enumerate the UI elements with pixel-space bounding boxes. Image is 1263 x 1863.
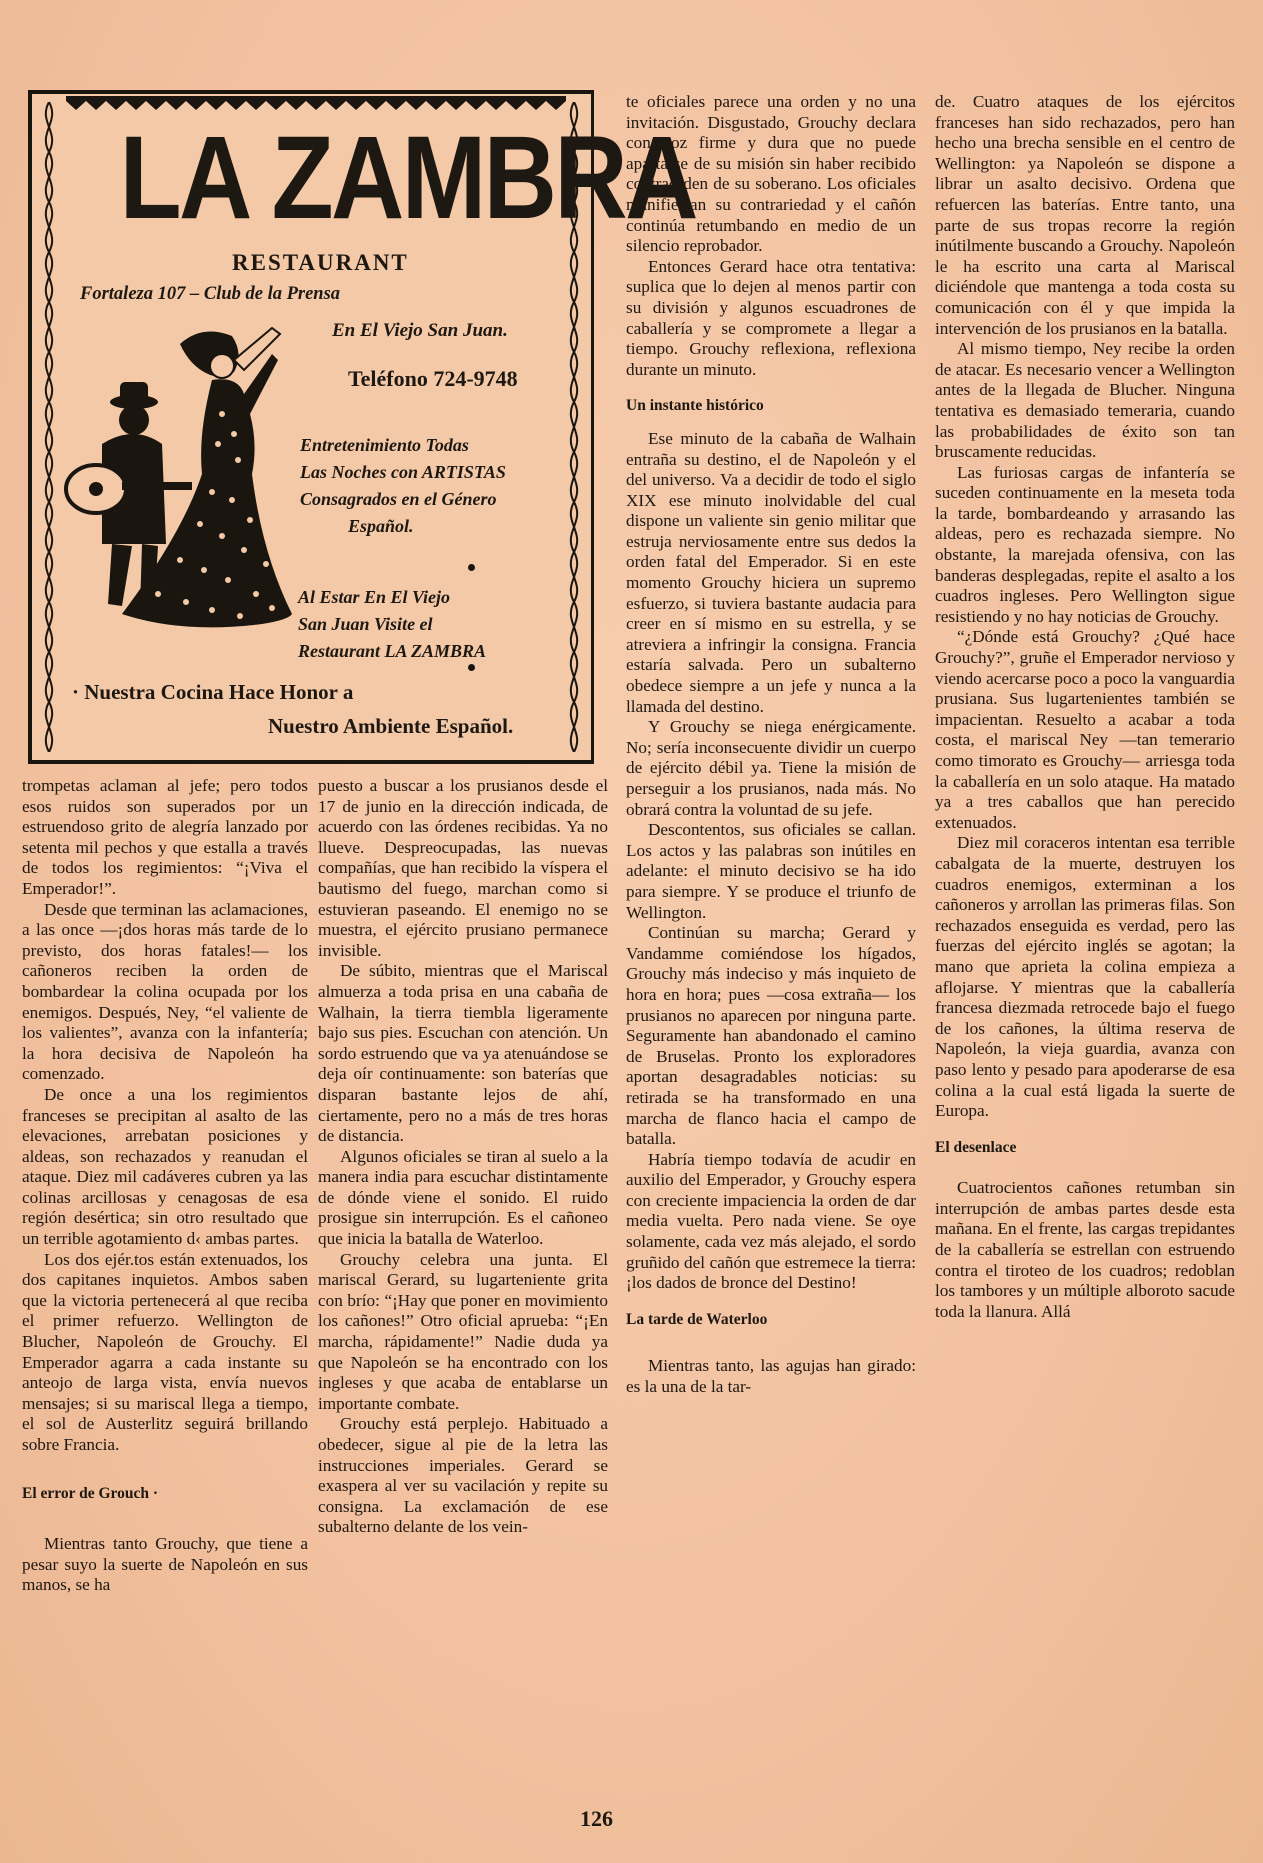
- ad-visit-message: [298, 584, 548, 665]
- paragraph: Mientras tanto, las agujas han girado: es la una de la tar-: [626, 1356, 916, 1397]
- ad-title: LA ZAMBRA: [119, 112, 696, 244]
- paragraph: Las furiosas cargas de infantería se suceden continuamente en la meseta toda la tarde, bombardeando y arrasando las aldeas, pero es rechazada siempre. No obstante, la marejada ofensiva, con las banderas desplegadas, repite el asalto a los cuadros ingleses. Pero Wellington sigue resistiendo y no hay noticias de Grouchy.: [935, 462, 1235, 626]
- section-heading: La tarde de Waterloo: [626, 1310, 768, 1328]
- section-heading: Un instante histórico: [626, 397, 764, 415]
- paragraph: De once a una los regimientos franceses se precipitan al asalto de las elevaciones, arrebatan posiciones y aldeas, son rechazados y reanudan el ataque. Diez mil cadáveres cubren ya las colinas arcillosas y cenagosas de esa región desértica; sin otro resultado que un terrible agotamiento d‹ ambas partes.: [22, 1084, 308, 1249]
- paragraph: Algunos oficiales se tiran al suelo a la manera india para escuchar distintamente de dónde viene el sonido. El ruido prosigue sin interrupción. Es el cañoneo que inicia la batalla de Waterloo.: [318, 1146, 608, 1249]
- article-column-1: [22, 776, 308, 1596]
- ad-footer-line-2: Nuestro Ambiente Español.: [268, 714, 514, 738]
- paragraph: Descontentos, sus oficiales se callan. Los actos y las palabras son inútiles en adelante: el minuto decisivo se ha ido para siempre. Y se produce el triunfo de Wellington.: [626, 820, 916, 922]
- paragraph: puesto a buscar a los prusianos desde el 17 de junio en la dirección indicada, de acuerdo con las órdenes recibidas. Ya no llueve. Despreocupadas, las nuevas compañías, que han recibido la víspera el bautismo del fuego, marchan como si estuvieran paseando. El enemigo no se muestra, el ejército prusiano permanece invisible.: [318, 776, 608, 960]
- paragraph: trompetas aclaman al jefe; pero todos esos ruidos son superados por un estruendoso grito de alegría lanzado por setenta mil pechos y que estalla a través de todos los regimientos: “¡Viva el Emperador!”.: [22, 776, 308, 898]
- paragraph: Diez mil coraceros intentan esa terrible cabalgata de la muerte, destruyen los cuadros enemigos, exterminan a los cañoneros y arrollan las primeras filas. Son rechazados enseguida es verdad, pero las fuerzas del ejército inglés se agotan; la mano que aprieta la colina empieza a aflojarse. Y mientras que la caballería francesa diezmada retrocede bajo el fuego de los cañones, la última reserva de Napoleón, la vieja guardia, avanza con paso lento y pesado para apoderarse de esa colina a la cual está ligada la suerte de Europa.: [935, 833, 1235, 1121]
- paragraph: de. Cuatro ataques de los ejércitos franceses han sido rechazados, pero han hecho una brecha sensible en el centro de Wellington: ya Napoleón se dispone a librar un asalto decisivo. Ordena que refuercen las baterías. Entre tanto, una parte de sus tropas recorre la región inútilmente buscando a Grouchy. Napoleón le ha escrito una carta al Mariscal diciéndole que mantenga a toda costa su comunicación con él y que impida la intervención de los prusianos en la batalla.: [935, 92, 1235, 338]
- ad-visit-line: San Juan Visite el: [298, 614, 433, 634]
- paragraph: Habría tiempo todavía de acudir en auxilio del Emperador, y Grouchy espera con creciente impaciencia la orden de dar media vuelta. Pero nada viene. Se oye solamente, cada vez más alejado, el sordo gruñido del cañón que estremece la tierra: ¡los dados de bronce del Destino!: [626, 1149, 916, 1293]
- ad-bullet: [468, 564, 475, 571]
- paragraph: Cuatrocientos cañones retumban sin interrupción de ambas partes desde esta mañana. En el frente, las cargas trepidantes de la caballería se estrellan con estruendo contra el tiroteo de los cuadros; redoblan los tambores y un múltiple alboroto sacude toda la llanura. Allá: [935, 1178, 1235, 1321]
- ad-bullet: [468, 664, 475, 671]
- ad-phone: Teléfono 724-9748: [348, 366, 518, 391]
- paragraph: Continúan su marcha; Gerard y Vandamme comiéndose los hígados, Grouchy más indeciso y más inquieto de hora en hora; pues —cosa extraña— los prusianos no aparecen por ninguna parte. Seguramente han abandonado el camino de Bruselas. Pronto los exploradores aportan desagradables noticias: su retirada se ha transformado en una marcha de flanco hacia el campo de batalla.: [626, 923, 916, 1149]
- page-number: 126: [580, 1806, 613, 1831]
- ad-footer-line-1: · Nuestra Cocina Hace Honor a: [72, 680, 354, 704]
- ad-city: En El Viejo San Juan.: [332, 320, 508, 341]
- paragraph: Al mismo tiempo, Ney recibe la orden de atacar. Es necesario vencer a Wellington antes de la llegada de Blucher. Ninguna tentativa es demasiado temeraria, cuando las probabilidades de éxito son tan bruscamente reducidas.: [935, 339, 1235, 462]
- paragraph: Grouchy celebra una junta. El mariscal Gerard, su lugarteniente grita con brío: “¡Hay que poner en movimiento los cañones!” Otro oficial aprueba: “¡En marcha, rápidamente!” Nadie duda ya que Napoleón se ha encontrado con los ingleses y que acaba de entablarse un importante combate.: [318, 1249, 608, 1413]
- paragraph: te oficiales parece una orden y no una invitación. Disgustado, Grouchy declara con voz firme y dura que no puede apartarse de su misión sin haber recibido contraorden de su soberano. Los oficiales manifiestan su contrariedad y el cañón continúa retumbando en medio de un silencio reprobador.: [626, 92, 916, 256]
- ad-entertainment-line: Las Noches con ARTISTAS: [300, 462, 506, 482]
- ad-visit-line: Restaurant LA ZAMBRA: [298, 641, 487, 661]
- paragraph: “¿Dónde está Grouchy? ¿Qué hace Grouchy?”, gruñe el Emperador nervioso y viendo acercarse poco a poco la vanguardia prusiana. Sus lugartenientes también se impacientan. Resuelto a acabar a toda costa, el mariscal Ney —tan temerario como timorato es Grouchy— arriesga toda la caballería en un solo ataque. Ha matado ya a tres caballos que han perecido extenuados.: [935, 627, 1235, 832]
- paragraph: Los dos ejér.tos están extenuados, los dos capitanes inquietos. Ambos saben que la victoria pertenecerá al que reciba el primer refuerzo. Wellington de Blucher, Napoleón de Grouchy. El Emperador agarra a cada instante su anteojo de larga vista, envía nuevos mensajes; si su mariscal llega a tiempo, el sol de Austerlitz seguirá brillando sobre Francia.: [22, 1249, 308, 1454]
- paragraph: Desde que terminan las aclamaciones, a las once —¡dos horas más tarde de lo previsto, dos horas fatales!— los cañoneros reciben la orden de bombardear la colina ocupada por los enemigos. Después, Ney, “el valiente de los valientes”, avanza con la infantería; la hora decisiva de Napoleón ha comenzado.: [22, 899, 308, 1084]
- article-column-2: [318, 776, 608, 1538]
- flamenco-dancer-illustration: [62, 324, 302, 654]
- paragraph: De súbito, mientras que el Mariscal almuerza a toda prisa en una cabaña de Walhain, la tierra tiembla ligeramente bajo sus pies. Escuchan con atención. Un sordo estruendo que va ya atenuándose se deja oír continuamente: son baterías que disparan bastante lejos de ahí, ciertamente, pero no a más de tres horas de distancia.: [318, 961, 608, 1146]
- paragraph: Y Grouchy se niega enérgicamente. No; sería inconsecuente dividir un cuerpo de ejército débil ya. Tiene la misión de perseguir a los prusianos, nada más. No obrará contra la voluntad de su jefe.: [626, 717, 916, 819]
- ad-visit-line: Al Estar En El Viejo: [298, 587, 451, 607]
- paragraph: Mientras tanto Grouchy, que tiene a pesar suyo la suerte de Napoleón en sus manos, se ha: [22, 1534, 308, 1595]
- ornament-left-border: [36, 102, 62, 752]
- ad-entertainment-line: Consagrados en el Género: [300, 489, 497, 509]
- ad-subtitle: RESTAURANT: [232, 250, 409, 275]
- section-heading: El desenlace: [935, 1138, 1017, 1156]
- paragraph: Grouchy está perplejo. Habituado a obedecer, sigue al pie de la letra las instrucciones imperiales. Gerard se exaspera al ver su vacilación y repite su consigna. La exclamación de ese subalterno delante de los vein-: [318, 1414, 608, 1537]
- ad-address: Fortaleza 107 – Club de la Prensa: [80, 284, 341, 304]
- article-column-3: [626, 92, 916, 1398]
- ad-entertainment-line: Entretenimiento Todas: [300, 435, 469, 455]
- paragraph: Entonces Gerard hace otra tentativa: suplica que lo dejen al menos partir con su división y algunos escuadrones de caballería y se compromete a llegar a tiempo. Grouchy reflexiona, reflexiona durante un minuto.: [626, 256, 916, 379]
- ad-entertainment: [300, 432, 560, 540]
- section-heading: El error de Grouch ·: [22, 1484, 159, 1502]
- ornament-top-border: [66, 96, 566, 110]
- article-column-4: [935, 92, 1235, 1322]
- ad-entertainment-line: Español.: [348, 516, 414, 536]
- paragraph: Ese minuto de la cabaña de Walhain entraña su destino, el de Napoleón y el del universo. Va a decidir de todo el siglo XIX ese minuto inolvidable del cual dispone un valiente sin genio militar que estruja nerviosamente entre sus dedos la orden fatal del Emperador. Si en este momento Grouchy hiciera un supremo esfuerzo, si tuviera bastante audacia para creer en sí mismo en su estrella, y se atreviera a infringir la consigna. Francia estaría salvada. Pero un subalterno obedece siempre a un jefe y nunca a la llamada del destino.: [626, 428, 916, 716]
